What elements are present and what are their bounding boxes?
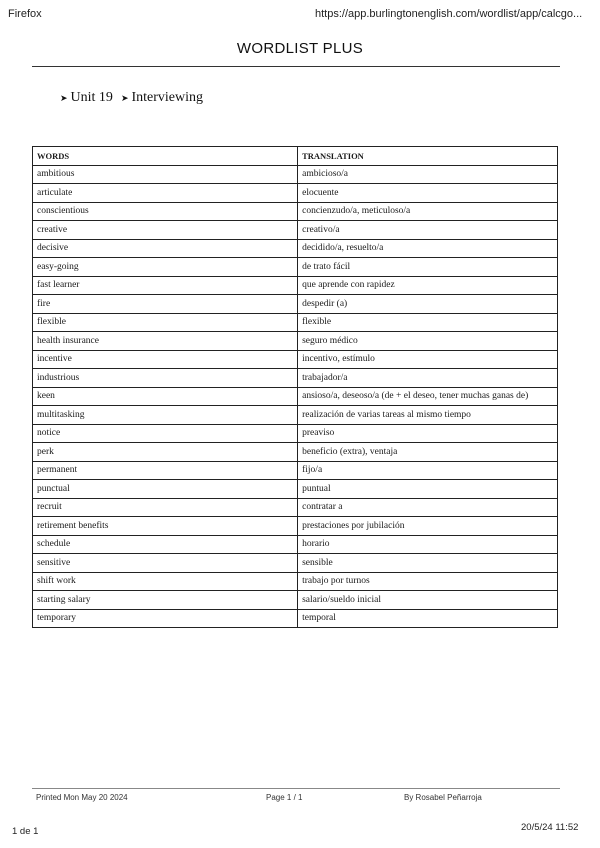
word-cell: articulate [33, 184, 298, 203]
translation-cell: fijo/a [298, 461, 558, 480]
table-row [33, 461, 558, 480]
word-cell: retirement benefits [33, 517, 298, 536]
header-words: WORDS [33, 147, 298, 166]
page-title: WORDLIST PLUS [236, 40, 364, 57]
table-row [33, 350, 558, 369]
translation-cell: creativo/a [298, 221, 558, 240]
word-cell: keen [33, 387, 298, 406]
table-row [33, 202, 558, 221]
word-cell: health insurance [33, 332, 298, 351]
print-page-count: 1 de 1 [12, 826, 39, 837]
translation-cell: trabajador/a [298, 369, 558, 388]
table-row [33, 258, 558, 277]
table-row [33, 239, 558, 258]
word-cell: ambitious [33, 165, 298, 184]
word-cell: perk [33, 443, 298, 462]
table-row [33, 165, 558, 184]
word-cell: incentive [33, 350, 298, 369]
table-row [33, 406, 558, 425]
word-cell: industrious [33, 369, 298, 388]
table-row [33, 221, 558, 240]
translation-cell: temporal [298, 609, 558, 628]
page-url: https://app.burlingtonenglish.com/wordlist/app/calcgo... [315, 8, 583, 20]
translation-cell: beneficio (extra), ventaja [298, 443, 558, 462]
word-cell: recruit [33, 498, 298, 517]
table-row [33, 295, 558, 314]
table-row [33, 387, 558, 406]
table-row [33, 184, 558, 203]
translation-cell: de trato fácil [298, 258, 558, 277]
translation-cell: incentivo, estímulo [298, 350, 558, 369]
breadcrumb [60, 90, 203, 106]
translation-cell: realización de varias tareas al mismo tiempo [298, 406, 558, 425]
word-cell: multitasking [33, 406, 298, 425]
word-cell: easy-going [33, 258, 298, 277]
header-translation: TRANSLATION [298, 147, 558, 166]
table-row [33, 332, 558, 351]
translation-cell: prestaciones por jubilación [298, 517, 558, 536]
translation-cell: despedir (a) [298, 295, 558, 314]
table-row [33, 591, 558, 610]
translation-cell: salario/sueldo inicial [298, 591, 558, 610]
translation-cell: sensible [298, 554, 558, 573]
footer-divider [32, 788, 560, 789]
word-cell: temporary [33, 609, 298, 628]
translation-cell: contratar a [298, 498, 558, 517]
breadcrumb-unit[interactable] [60, 90, 113, 106]
chevron-right-icon: ➤ [60, 92, 68, 103]
table-row [33, 480, 558, 499]
translation-cell: trabajo por turnos [298, 572, 558, 591]
word-cell: creative [33, 221, 298, 240]
table-row [33, 313, 558, 332]
word-cell: permanent [33, 461, 298, 480]
print-timestamp: 20/5/24 11:52 [521, 822, 579, 833]
table-row [33, 535, 558, 554]
translation-cell: seguro médico [298, 332, 558, 351]
word-cell: schedule [33, 535, 298, 554]
footer-author: By Rosabel Peñarroja [404, 793, 482, 802]
translation-cell: horario [298, 535, 558, 554]
translation-cell: preaviso [298, 424, 558, 443]
word-cell: fire [33, 295, 298, 314]
table-row [33, 572, 558, 591]
table-row [33, 424, 558, 443]
word-cell: shift work [33, 572, 298, 591]
breadcrumb-topic[interactable] [121, 90, 203, 106]
word-cell: decisive [33, 239, 298, 258]
footer-printed-date: Printed Mon May 20 2024 [36, 793, 128, 802]
footer-page-number: Page 1 / 1 [266, 793, 303, 802]
word-cell: sensitive [33, 554, 298, 573]
translation-cell: que aprende con rapidez [298, 276, 558, 295]
translation-cell: decidido/a, resuelto/a [298, 239, 558, 258]
table-row [33, 276, 558, 295]
translation-cell: concienzudo/a, meticuloso/a [298, 202, 558, 221]
chevron-right-icon: ➤ [120, 92, 129, 103]
table-row [33, 517, 558, 536]
table-row [33, 369, 558, 388]
table-row [33, 498, 558, 517]
word-cell: conscientious [33, 202, 298, 221]
breadcrumb-topic-label: Interviewing [131, 90, 204, 105]
table-row [33, 554, 558, 573]
translation-cell: puntual [298, 480, 558, 499]
table-row [33, 609, 558, 628]
word-cell: flexible [33, 313, 298, 332]
translation-cell: ambicioso/a [298, 165, 558, 184]
wordlist-table [32, 146, 558, 628]
translation-cell: flexible [298, 313, 558, 332]
table-row [33, 443, 558, 462]
translation-cell: ansioso/a, deseoso/a (de + el deseo, tener muchas ganas de) [298, 387, 558, 406]
table-header-row [33, 147, 558, 166]
word-cell: punctual [33, 480, 298, 499]
browser-name: Firefox [8, 8, 42, 20]
translation-cell: elocuente [298, 184, 558, 203]
word-cell: fast learner [33, 276, 298, 295]
word-cell: starting salary [33, 591, 298, 610]
title-divider [32, 66, 560, 67]
breadcrumb-unit-label: Unit 19 [70, 90, 113, 105]
word-cell: notice [33, 424, 298, 443]
